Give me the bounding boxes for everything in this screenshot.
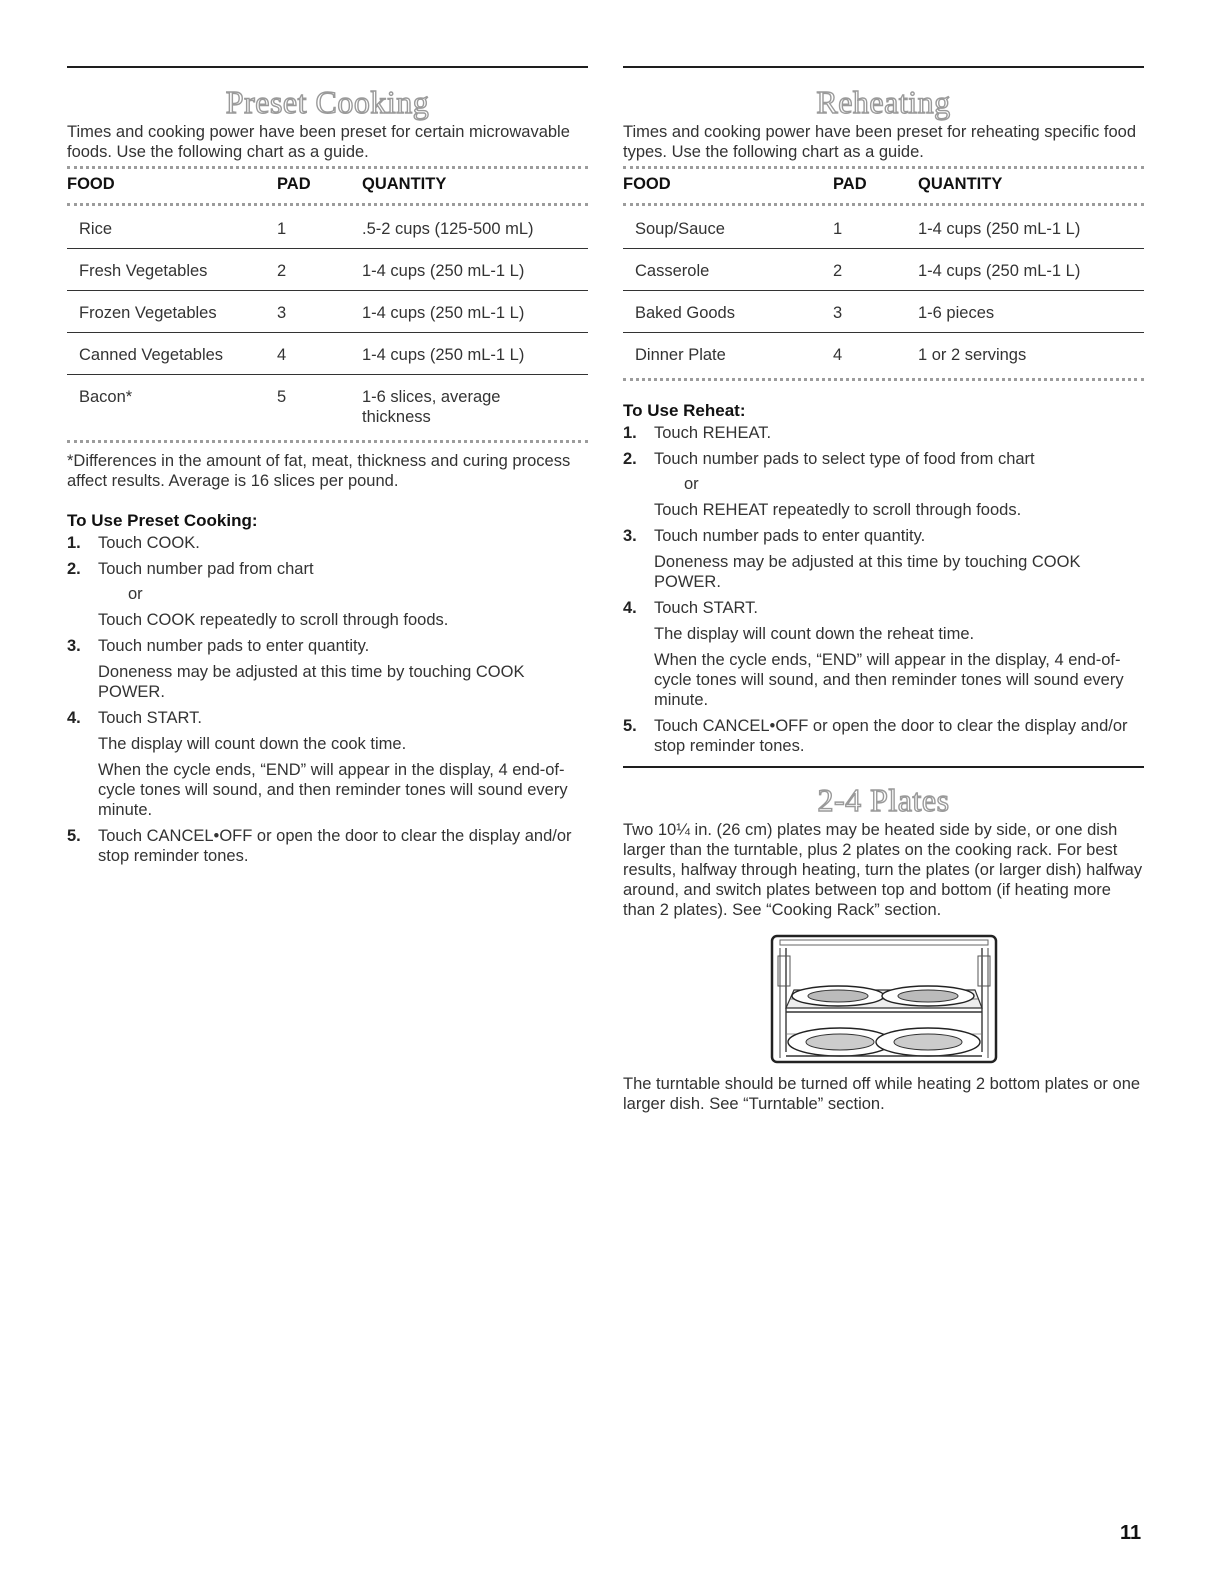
quantity-cell: 1-6 pieces [918,290,1144,332]
preset-cooking-section [67,66,588,866]
list-item: 2. Touch number pad from chart or Touch COOK repeatedly to scroll through foods. [67,560,449,629]
list-item: 3. Touch number pads to enter quantity. Doneness may be adjusted at this time by touching COOK POWER. [623,527,1081,591]
header-pad: PAD [833,175,867,193]
preset-steps [67,533,588,866]
section-title: 2-4 Plates [817,782,950,818]
table-row [623,248,1144,290]
dotted-divider [623,378,1144,381]
list-item: 1. Touch COOK. [67,534,200,552]
food-cell: Rice [79,220,113,238]
list-item: 2. Touch number pads to select type of food from chart or Touch REHEAT repeatedly to scroll through foods. [623,450,1035,519]
table-row [67,248,588,290]
pad-cell: 4 [277,332,362,374]
table-row [623,332,1144,374]
table-row [67,332,588,374]
table-row [67,290,588,332]
quantity-cell: 1-4 cups (250 mL-1 L) [918,220,1081,238]
quantity-cell: 1 or 2 servings [918,332,1144,374]
preset-chart [67,169,588,436]
plates-body: Two 10¼ in. (26 cm) plates may be heated side by side, or one dish larger than the turntable, plus 2 plates on the cooking rack. For best results, halfway through heating, turn the plates (or larger dish) halfway around, and switch plates between top and bottom (if heating more than 2 plates). See “Cooking Rack” section. [623,821,1143,919]
quantity-cell: 1-4 cups (250 mL-1 L) [362,332,588,374]
food-cell: Dinner Plate [623,332,833,374]
table-row [67,206,588,248]
intro-text: Times and cooking power have been preset for certain microwavable foods. Use the following chart as a guide. [67,123,570,161]
dotted-divider [67,440,588,443]
table-row [67,374,588,436]
food-cell: Casserole [623,248,833,290]
list-item: 5. Touch CANCEL•OFF or open the door to clear the display and/or stop reminder tones. [67,827,572,865]
reheating-section [623,66,1144,1114]
quantity-cell: .5-2 cups (125-500 mL) [362,220,534,238]
pad-cell: 4 [833,332,918,374]
intro-text: Times and cooking power have been preset for reheating specific food types. Use the following chart as a guide. [623,123,1137,161]
reheat-steps [623,423,1144,756]
quantity-cell: 1-6 slices, average thickness [362,374,588,436]
list-item: 4. Touch START. The display will count down the cook time. When the cycle ends, “END” will appear in the display, 4 end-of-cycle tones will sound, and then reminder tones will sound every minute. [67,709,568,819]
pad-cell: 5 [277,374,362,436]
howto-heading: To Use Preset Cooking: [67,511,258,530]
header-pad: PAD [277,175,311,193]
list-item: 4. Touch START. The display will count down the reheat time. When the cycle ends, “END” will appear in the display, 4 end-of-cycle tones will sound, and then reminder tones will sound every minute. [623,599,1124,709]
pad-cell: 3 [833,290,918,332]
microwave-with-plates-illustration [770,934,998,1064]
list-item: 1. Touch REHEAT. [623,424,772,442]
quantity-cell: 1-4 cups (250 mL-1 L) [362,290,588,332]
table-row [623,206,1144,248]
header-food: FOOD [67,175,115,193]
quantity-cell: 1-4 cups (250 mL-1 L) [362,248,588,290]
pad-cell: 2 [833,248,918,290]
header-quantity: QUANTITY [918,175,1003,193]
food-cell: Baked Goods [623,290,833,332]
header-quantity: QUANTITY [362,175,447,193]
quantity-cell: 1-4 cups (250 mL-1 L) [918,248,1144,290]
header-food: FOOD [623,175,671,193]
pad-cell: 1 [833,220,843,238]
table-row [623,290,1144,332]
food-cell: Bacon* [67,374,277,436]
food-cell: Frozen Vegetables [67,290,277,332]
reheat-chart [623,169,1144,374]
food-cell: Soup/Sauce [635,220,725,238]
footnote: *Differences in the amount of fat, meat, thickness and curing process affect results. Average is 16 slices per pound. [67,452,571,490]
section-title: Preset Cooking [225,84,430,120]
list-item: 5. Touch CANCEL•OFF or open the door to clear the display and/or stop reminder tones. [623,717,1128,755]
chart-header-row [67,169,588,203]
section-rule [623,766,1144,768]
section-title: Reheating [816,84,951,120]
pad-cell: 3 [277,290,362,332]
top-rule [623,66,1144,68]
howto-heading: To Use Reheat: [623,401,746,420]
top-rule [67,66,588,68]
list-item: 3. Touch number pads to enter quantity. Doneness may be adjusted at this time by touching COOK POWER. [67,637,525,701]
food-cell: Canned Vegetables [67,332,277,374]
turntable-note: The turntable should be turned off while heating 2 bottom plates or one larger dish. See “Turntable” section. [623,1075,1141,1113]
chart-header-row [623,169,1144,203]
pad-cell: 1 [277,220,287,238]
pad-cell: 2 [277,248,362,290]
page-number: 11 [1120,1522,1142,1544]
food-cell: Fresh Vegetables [67,248,277,290]
